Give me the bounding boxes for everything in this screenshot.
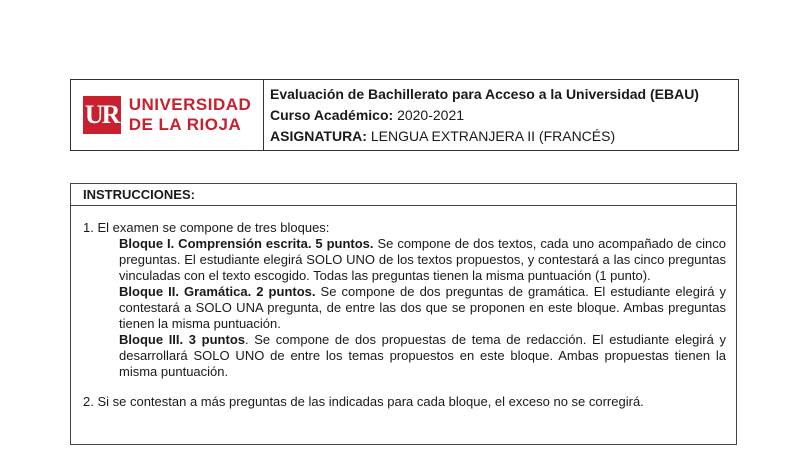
course-value: 2020-2021	[397, 107, 465, 123]
bloque-2	[119, 284, 726, 332]
logo-line-1: UNIVERSIDAD	[128, 95, 252, 114]
bloque-3	[119, 332, 726, 380]
bloque-text: Se compone de dos preguntas de gramática. El estudiante elegirá y contestará a SOLO UNA pregunta, de entre las dos que se proponen en este bloque. Ambas preguntas tienen la misma puntuación.	[119, 284, 727, 331]
subject-value: LENGUA EXTRANJERA II (FRANCÉS)	[370, 128, 616, 144]
exam-title: Evaluación de Bachillerato para Acceso a la Universidad (EBAU)	[270, 86, 699, 102]
logo-wordmark	[129, 95, 252, 135]
instructions-title: INSTRUCCIONES:	[71, 184, 736, 206]
subject-label: ASIGNATURA:	[270, 128, 367, 144]
exam-info	[264, 80, 738, 150]
ur-logo-icon	[83, 96, 121, 134]
bloque-heading: Bloque I. Comprensión escrita. 5 puntos.	[119, 236, 374, 251]
bloque-heading: Bloque III. 3 puntos	[119, 332, 245, 347]
item1-intro: 1. El examen se compone de tres bloques:	[83, 220, 330, 235]
bloque-text: . Se compone de dos propuestas de tema de redacción. El estudiante elegirá y desarrollará SOLO UNO de entre los temas propuestos en este bloque. Ambas propuestas tienen la misma puntuación.	[119, 332, 727, 379]
instruction-item-1	[83, 220, 726, 380]
bloque-heading: Bloque II. Gramática. 2 puntos.	[119, 284, 316, 299]
instructions-box	[70, 183, 737, 445]
bloque-1	[119, 236, 726, 284]
exam-header	[70, 79, 739, 151]
instructions-body	[71, 206, 736, 410]
instruction-item-2: 2. Si se contestan a más preguntas de las indicadas para cada bloque, el exceso no se corregirá.	[83, 394, 644, 409]
bloque-text: Se compone de dos textos, cada uno acompañado de cinco preguntas. El estudiante elegirá SOLO UNO de los textos propuestos, y contestará a las cinco preguntas vinculadas con el texto escogido. Todas las preguntas tienen la misma puntuación (1 punto).	[119, 236, 726, 283]
logo-mark-letters: UR	[84, 100, 119, 129]
course-label: Curso Académico:	[270, 107, 394, 123]
logo-line-2: DE LA RIOJA	[128, 115, 242, 134]
university-logo	[71, 80, 264, 150]
